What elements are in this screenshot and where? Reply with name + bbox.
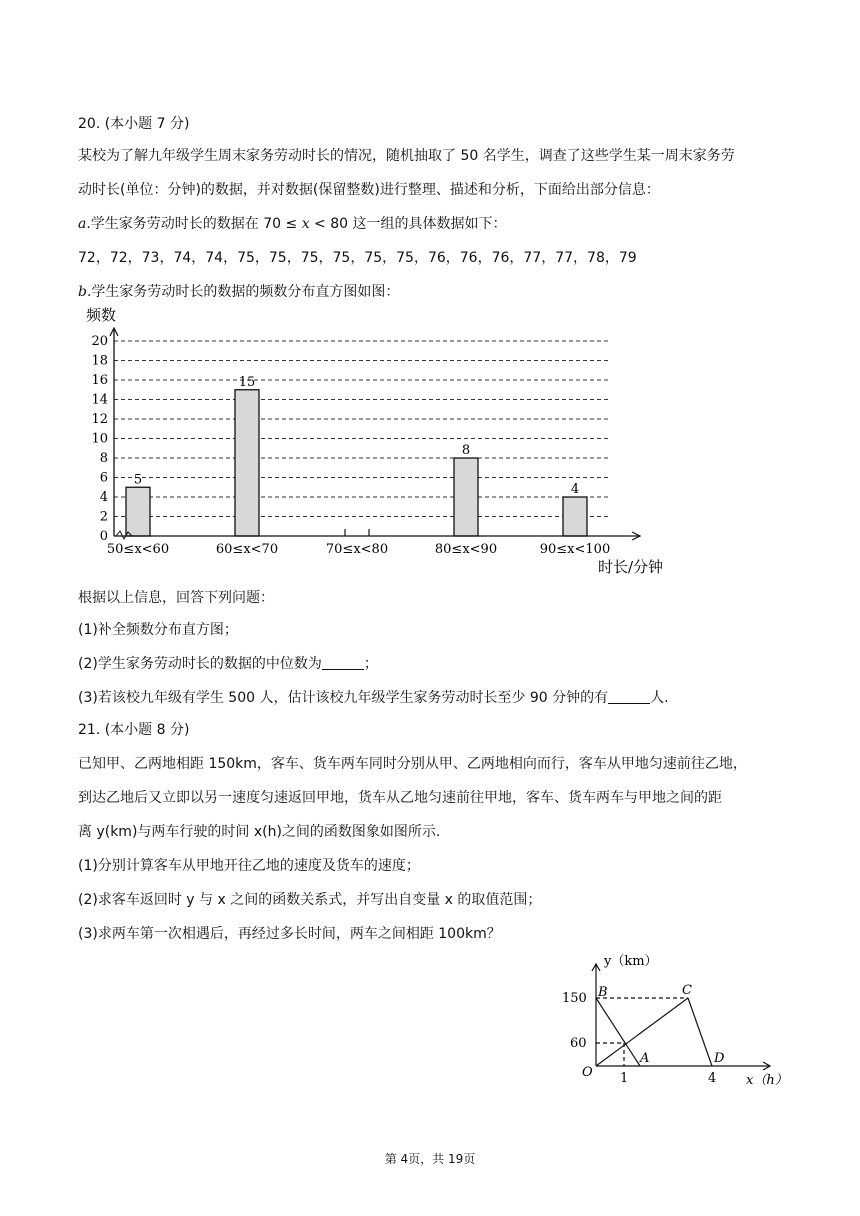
y-tick-label: 12 xyxy=(91,412,108,427)
category-label: 80≤x<90 xyxy=(434,542,498,557)
y-tick-label: 16 xyxy=(91,373,108,388)
graph-tick-4: 4 xyxy=(708,1071,717,1086)
q20-p2 xyxy=(78,654,378,674)
q21-text-3: 离 y(km)与两车行驶的时间 x(h)之间的函数图象如图所示. xyxy=(78,824,441,840)
y-tick-label: 8 xyxy=(99,451,108,466)
y-axis-label: 频数 xyxy=(86,306,117,324)
y-tick-label: 18 xyxy=(91,353,108,369)
a-text-pre: 学生家务劳动时长的数据在 70 ≤ xyxy=(90,216,302,232)
graph-point-B: B xyxy=(598,985,608,1000)
q21-p2: (2)求客车返回时 y 与 x 之间的函数关系式，并写出自变量 x 的取值范围； xyxy=(78,892,542,908)
q21-p3: (3)求两车第一次相遇后，再经过多长时间，两车之间相距 100km？ xyxy=(78,926,501,942)
bar-1 xyxy=(235,390,259,536)
q20-data-line: 72，72，73，74，74，75，75，75，75，75，75，76，76，76，77，77，78，79 xyxy=(78,250,637,266)
frequency-histogram xyxy=(70,300,690,580)
y-tick-label: 2 xyxy=(99,509,108,525)
a-var: x xyxy=(301,216,310,232)
a-text-post: < 80 这一组的具体数据如下： xyxy=(309,216,507,232)
answer-blank[interactable] xyxy=(608,689,650,704)
bar-value-label: 5 xyxy=(133,472,143,488)
y-tick-label: 20 xyxy=(91,334,108,349)
q20-p3-post: 人. xyxy=(650,690,669,706)
y-tick-label: 10 xyxy=(91,431,108,447)
bar-0 xyxy=(126,487,150,536)
category-label: 60≤x<70 xyxy=(215,542,279,557)
q21-text-2: 到达乙地后又立即以另一速度匀速返回甲地，货车从乙地匀速前往甲地，客车、货车两车与甲地之间的距 xyxy=(78,790,722,806)
q20-header: 20. (本小题 7 分) xyxy=(78,116,190,132)
graph-tick-60: 60 xyxy=(570,1036,587,1051)
category-label: 70≤x<80 xyxy=(325,542,389,557)
graph-point-C: C xyxy=(682,983,692,998)
a-label: a. xyxy=(78,216,91,232)
q20-intro-1: 某校为了解九年级学生周末家务劳动时长的情况，随机抽取了 50 名学生，调查了这些学生某一周末家务劳 xyxy=(78,148,735,164)
q21-p1: (1)分别计算客车从甲地开往乙地的速度及货车的速度； xyxy=(78,858,420,874)
bar-value-label: 8 xyxy=(461,443,471,458)
q21-text-1: 已知甲、乙两地相距 150km，客车、货车两车同时分别从甲、乙两地相向而行，客车从甲地匀速前往乙地， xyxy=(78,756,747,772)
graph-tick-1: 1 xyxy=(620,1071,629,1086)
q20-part-a xyxy=(78,214,507,234)
q20-p2-post: ； xyxy=(363,656,378,672)
distance-time-graph xyxy=(560,950,800,1090)
y-tick-label: 0 xyxy=(99,529,108,544)
bar-value-label: 15 xyxy=(238,374,256,390)
q20-part-b xyxy=(78,282,399,302)
graph-origin: O xyxy=(582,1065,593,1080)
q21-header: 21. (本小题 8 分) xyxy=(78,722,190,738)
y-tick-label: 6 xyxy=(99,470,108,486)
answer-blank[interactable] xyxy=(322,655,364,670)
q20-p1: (1)补全频数分布直方图； xyxy=(78,622,238,638)
x-axis-label: 时长/分钟 xyxy=(598,558,664,576)
graph-tick-150: 150 xyxy=(562,991,587,1006)
bar-4 xyxy=(563,497,587,536)
graph-point-A: A xyxy=(640,1051,650,1066)
q20-p3-pre: (3)若该校九年级有学生 500 人，估计该校九年级学生家务劳动时长至少 90 分钟的有 xyxy=(78,690,609,706)
b-label: b. xyxy=(78,284,92,300)
y-tick-label: 4 xyxy=(99,490,108,505)
category-label: 50≤x<60 xyxy=(106,542,170,557)
graph-y-label: y（km） xyxy=(604,954,658,969)
q20-intro-2: 动时长(单位：分钟)的数据，并对数据(保留整数)进行整理、描述和分析，下面给出部分信息： xyxy=(78,182,660,198)
y-tick-label: 14 xyxy=(91,392,108,408)
q20-p2-pre: (2)学生家务劳动时长的数据的中位数为 xyxy=(78,656,322,672)
graph-x-label: x（h） xyxy=(746,1073,788,1088)
page-footer: 第 4页，共 19页 xyxy=(384,1152,476,1166)
q20-after: 根据以上信息，回答下列问题： xyxy=(78,590,274,606)
b-text: 学生家务劳动时长的数据的频数分布直方图如图： xyxy=(91,284,400,300)
bar-3 xyxy=(454,458,478,536)
category-label: 90≤x<100 xyxy=(539,542,611,557)
graph-point-D: D xyxy=(714,1051,725,1066)
bar-value-label: 4 xyxy=(570,482,580,497)
q20-p3 xyxy=(78,688,669,708)
